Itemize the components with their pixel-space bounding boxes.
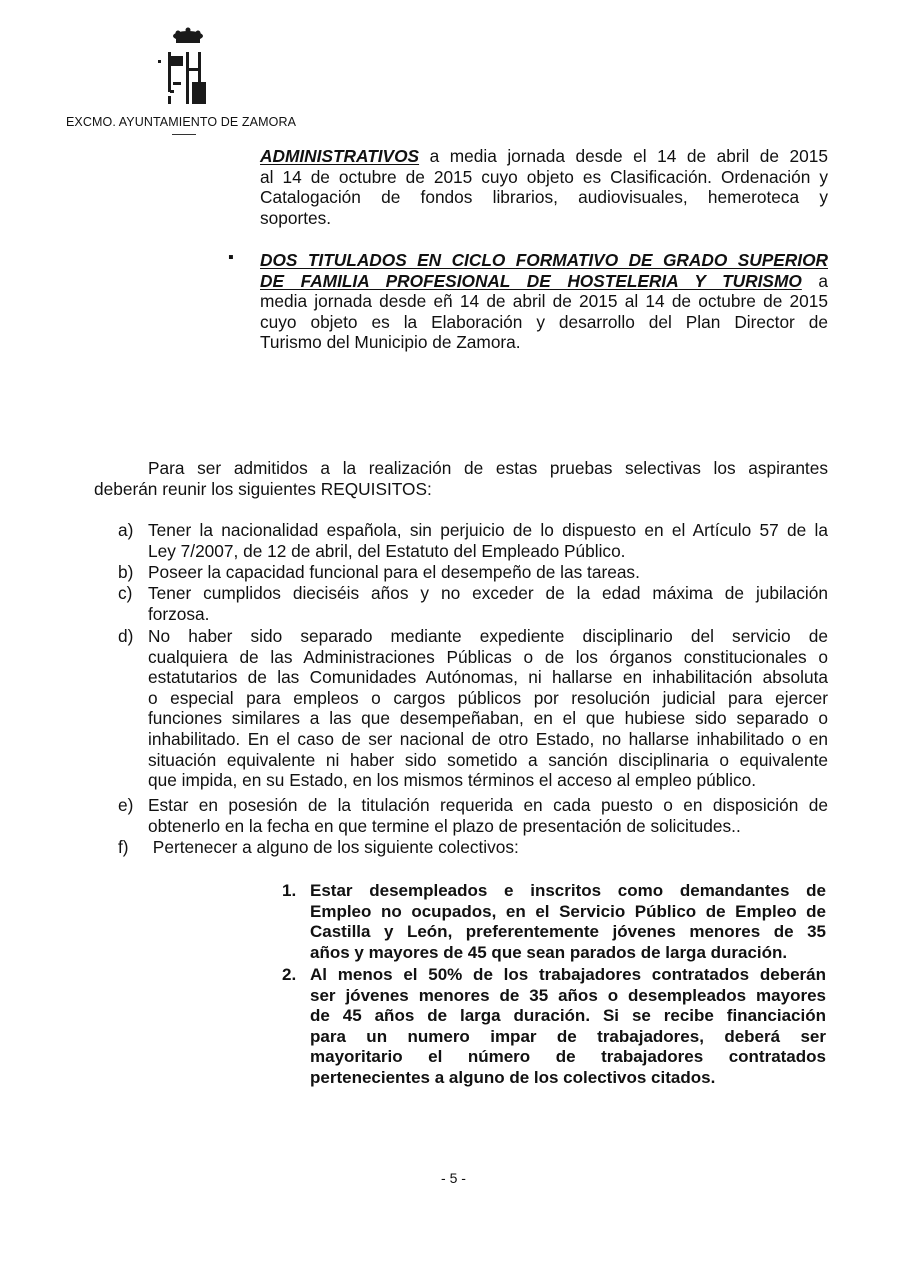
collective-label: 2. bbox=[282, 965, 297, 984]
bullet-marker: ▪ bbox=[228, 249, 234, 266]
requirement-item: d) No haber sido separado mediante expediente disciplinario del servicio de cualquiera de las Administraciones Públicas o de los órganos constitucionales o estatutarios de las Comunidades Autónomas, ni hallarse en inhabilitación absoluta o especial para empleos o cargos públicos por resolución judicial para ejercer funciones similares a las que desempeñaban, en el que hubiese sido separado o inhabilitado. En el caso de ser nacional de otro Estado, no hallarse inhabilitado o en situación equivalente ni haber sido sometido a sanción disciplinaria o equivalente que impida, en su Estado, en los mismos términos el acceso al empleo público. bbox=[118, 626, 828, 791]
requirement-label: c) bbox=[118, 583, 133, 603]
collective-label: 1. bbox=[282, 881, 297, 900]
paragraph-administrativos: ADMINISTRATIVOS a media jornada desde el 14 de abril de 2015 al 14 de octubre de 2015 cuyo objeto es Clasificación. Ordenación y Catalogación de fondos librarios, audiovisuales, hemeroteca y soportes. bbox=[260, 146, 828, 228]
requirement-item: a) Tener la nacionalidad española, sin perjuicio de lo dispuesto en el Artículo 57 de la Ley 7/2007, de 12 de abril, del Estatuto del Empleado Público. bbox=[118, 520, 828, 561]
coat-of-arms-logo bbox=[150, 26, 220, 108]
paragraph-title: ADMINISTRATIVOS bbox=[260, 146, 420, 166]
requirement-label: d) bbox=[118, 626, 134, 646]
requirement-item: e) Estar en posesión de la titulación requerida en cada puesto o en disposición de obtenerlo en la fecha en que termine el plazo de presentación de solicitudes.. bbox=[118, 795, 828, 836]
organization-name: EXCMO. AYUNTAMIENTO DE ZAMORA bbox=[66, 115, 297, 129]
requirement-label: e) bbox=[118, 795, 134, 815]
requirement-label: a) bbox=[118, 520, 134, 540]
page-number: - 5 - bbox=[441, 1170, 466, 1186]
requirement-item: c) Tener cumplidos dieciséis años y no exceder de la edad máxima de jubilación forzosa. bbox=[118, 583, 828, 624]
requirement-label: f) bbox=[118, 837, 129, 857]
requirement-label: b) bbox=[118, 562, 134, 582]
collective-item: 1. Estar desempleados e inscritos como demandantes de Empleo no ocupados, en el Servicio Público de Empleo de Castilla y León, preferentemente jóvenes menores de 35 años y mayores de 45 que sean parados de larga duración. bbox=[282, 881, 826, 962]
collective-item: 2. Al menos el 50% de los trabajadores contratados deberán ser jóvenes menores de 35 años o desempleados mayores de 45 años de larga duración. Si se recibe financiación para un numero impar de trabajadores, deberá ser mayoritario el número de trabajadores contratados pertenecientes a alguno de los colectivos citados. bbox=[282, 965, 826, 1087]
paragraph-title: DOS TITULADOS EN CICLO FORMATIVO DE GRADO SUPERIOR bbox=[260, 250, 828, 270]
requirement-item: b) Poseer la capacidad funcional para el desempeño de las tareas. bbox=[118, 562, 640, 582]
header-rule bbox=[172, 134, 196, 135]
requirement-item: f) Pertenecer a alguno de los siguiente colectivos: bbox=[118, 837, 519, 857]
requirements-intro: Para ser admitidos a la realización de estas pruebas selectivas los aspirantes deberán reunir los siguientes REQUISITOS: bbox=[94, 458, 828, 499]
paragraph-titulados: DOS TITULADOS EN CICLO FORMATIVO DE GRADO SUPERIOR DE FAMILIA PROFESIONAL DE HOSTELERIA Y TURISMO a media jornada desde eñ 14 de abril de 2015 al 14 de octubre de 2015 cuyo objeto es la Elaboración y desarrollo del Plan Director de Turismo del Municipio de Zamora. bbox=[260, 250, 828, 353]
